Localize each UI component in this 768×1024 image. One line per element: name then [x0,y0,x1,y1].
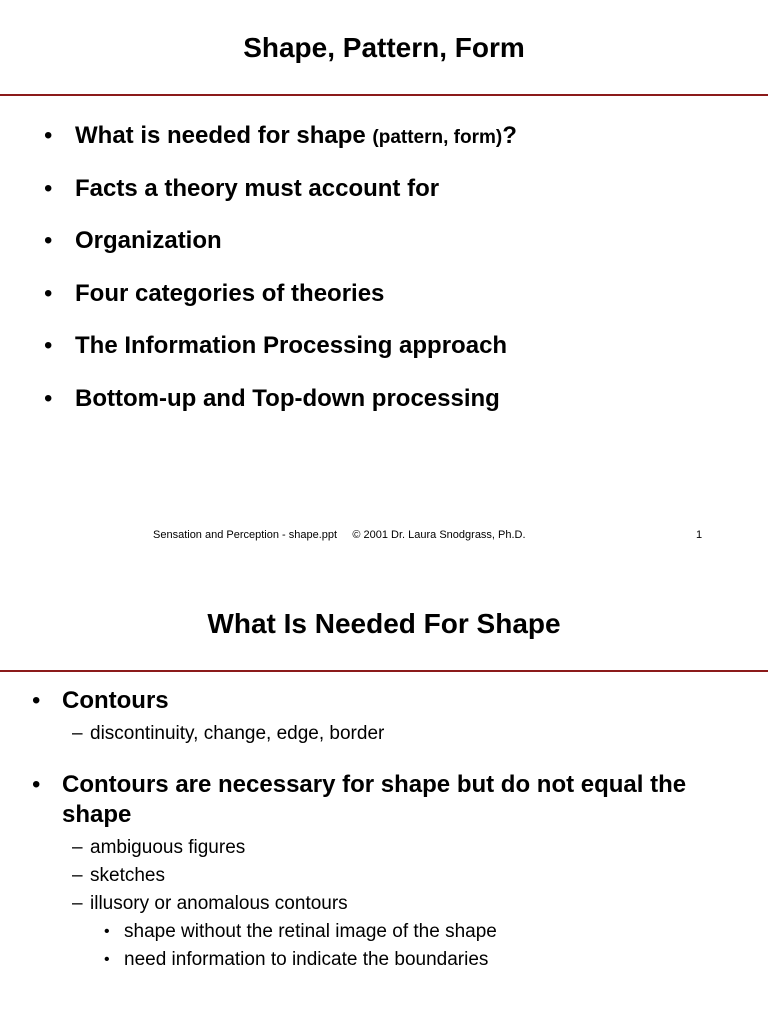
sub-item-text: sketches [90,865,165,886]
list-item [44,221,744,274]
spacer [32,748,742,770]
list-item [44,116,744,169]
slide-footer: Sensation and Perception - shape.ppt © 2001 Dr. Laura Snodgrass, Ph.D. [153,529,526,541]
bullet-glyph: • [104,951,110,968]
list-item [44,379,744,432]
title-divider [0,94,768,96]
list-item [44,274,744,327]
dash-glyph: – [72,837,83,858]
bullet-text: Facts a theory must account for [75,174,440,202]
sub-sub-item [100,946,742,974]
sub-item-text: ambiguous figures [90,837,246,858]
bullet-glyph: • [44,174,53,202]
sub-sub-item-text: shape without the retinal image of the shape [124,921,497,942]
bullet-text: Organization [75,227,222,254]
list-item [44,169,744,222]
bullet-glyph: • [44,332,53,359]
bullet-text: Bottom-up and Top-down processing [75,384,500,412]
sub-item [66,890,742,974]
dash-glyph: – [72,893,83,914]
bullet-text: Contours are necessary for shape but do not equal the shape [62,771,687,828]
sub-sub-item [100,918,742,946]
bullet-main [32,770,742,830]
bullet-glyph: • [44,122,53,149]
bullet-glyph: • [44,279,53,307]
list-item [32,770,742,974]
bullet-list [32,686,742,974]
sub-list [66,720,742,748]
slide-title: What Is Needed For Shape [207,608,561,639]
bullet-glyph: • [32,687,41,714]
sub-sub-list [100,918,742,974]
slide-2 [0,576,768,1024]
bullet-glyph: • [32,771,41,798]
bullet-text-small: (pattern, form) [372,127,503,148]
sub-item [66,720,742,748]
dash-glyph: – [72,865,83,886]
bullet-main [32,686,742,716]
sub-list [66,834,742,974]
sub-item-text: discontinuity, change, edge, border [90,723,385,744]
slide-title: Shape, Pattern, Form [243,32,525,63]
bullet-text: Contours [62,687,169,714]
bullet-glyph: • [44,384,53,412]
sub-item [66,834,742,862]
bullet-glyph: • [104,923,110,940]
bullet-glyph: • [44,227,53,254]
sub-item-text: illusory or anomalous contours [90,893,348,914]
sub-item [66,862,742,890]
dash-glyph: – [72,723,83,744]
sub-sub-item-text: need information to indicate the boundaries [124,949,489,970]
title-divider [0,670,768,672]
bullet-text-tail: ? [502,122,517,149]
bullet-list [44,116,744,431]
bullet-text: Four categories of theories [75,279,385,307]
page-number: 1 [696,529,703,541]
bullet-text: The Information Processing approach [75,332,508,359]
bullet-text: What is needed for shape [75,122,373,149]
list-item [32,686,742,748]
list-item [44,326,744,379]
